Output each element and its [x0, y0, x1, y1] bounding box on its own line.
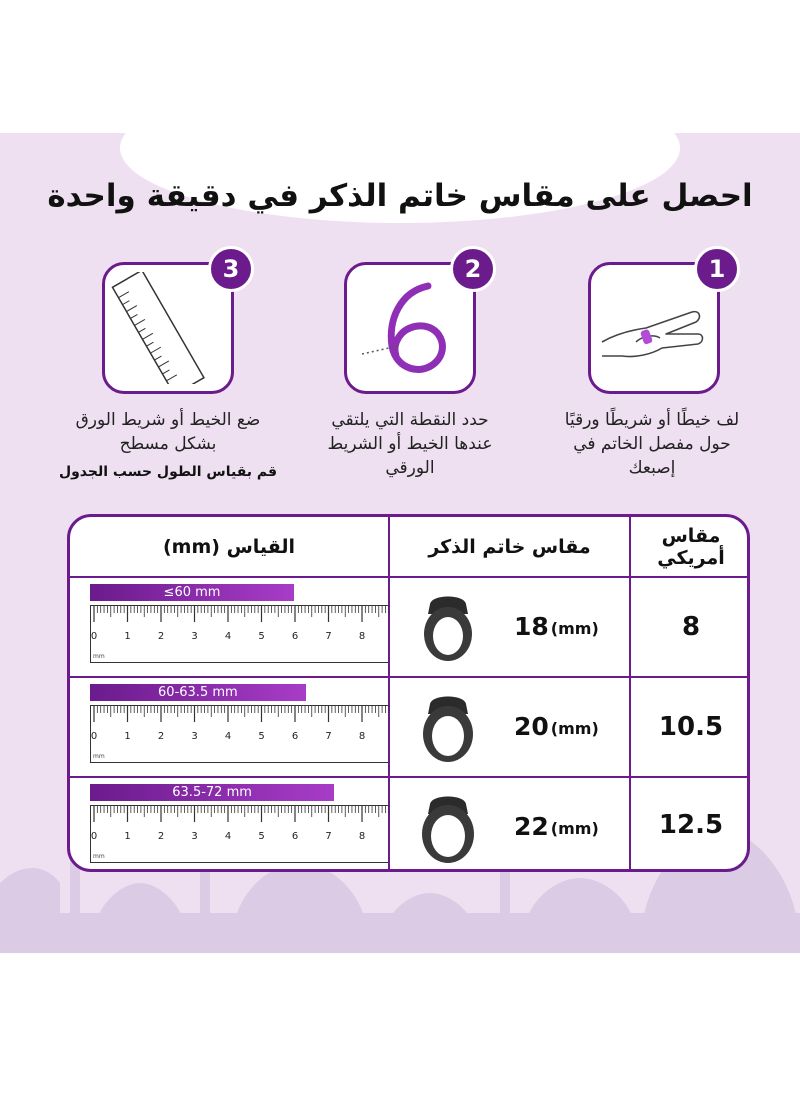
ruler-tick-label: 0: [91, 731, 98, 742]
range-bar: 60-63.5 mm: [90, 684, 306, 701]
header-us-size: مقاس أمريكي: [657, 525, 725, 569]
ruler-unit-label: mm: [93, 653, 105, 660]
ring-cell: [390, 578, 629, 676]
ring-cell: [390, 778, 629, 872]
ring-size-value: 20: [514, 711, 549, 741]
zikr-ring-icon: [418, 588, 478, 664]
step-2-line: عندها الخيط أو الشريط: [327, 434, 493, 454]
ruler-tick-label: 3: [191, 631, 198, 642]
ruler: [90, 705, 388, 763]
ruler-tick-label: 1: [124, 631, 131, 642]
ruler-tick-label: 6: [291, 831, 299, 842]
ring-size-unit: (mm): [550, 718, 599, 738]
ruler-cell: [70, 778, 388, 872]
ruler-tick-label: 7: [325, 631, 332, 642]
ruler-tick-label: 8: [358, 631, 366, 642]
ruler-tick-label: 4: [224, 631, 232, 642]
ruler: [90, 605, 388, 663]
ruler-tick-label: 8: [358, 731, 366, 742]
step-2-line: حدد النقطة التي يلتقي: [331, 410, 489, 430]
us-size-cell: 8: [681, 612, 701, 642]
step-1-line: لف خيطًا أو شريطًا ورقيًا: [564, 410, 740, 430]
ruler-tick-label: 7: [325, 831, 332, 842]
hand-ring-icon: [596, 272, 708, 384]
step-2-line: الورقي: [385, 458, 435, 478]
ruler-tick-label: 4: [224, 831, 232, 842]
ring-size-value: 22: [514, 811, 549, 841]
page-title: احصل على مقاس خاتم الذكر في دقيقة واحدة: [47, 178, 753, 214]
ruler-tick-label: 3: [191, 831, 198, 842]
ruler-tick-label: 5: [258, 831, 265, 842]
ring-size-unit: (mm): [550, 618, 599, 638]
us-size-cell: 10.5: [658, 712, 724, 742]
ruler-unit-label: mm: [93, 753, 105, 760]
ruler-scale: [91, 606, 389, 664]
ruler-tick-label: 2: [157, 731, 165, 742]
ruler-tick-label: 8: [358, 831, 366, 842]
step-3-line: ضع الخيط أو شريط الورق: [75, 410, 261, 430]
step-3-number-badge: 3: [208, 246, 254, 292]
ring-cell: [390, 678, 629, 776]
ruler-tick-label: 5: [258, 731, 265, 742]
range-bar: ≤60 mm: [90, 584, 294, 601]
step-2-text: [300, 408, 520, 480]
step-1-text: [542, 408, 762, 480]
step-3-line: بشكل مسطح: [119, 434, 217, 454]
ruler-icon: [110, 272, 222, 384]
ruler-tick-label: 0: [91, 631, 98, 642]
ruler-tick-label: 2: [157, 631, 165, 642]
ruler-cell: [70, 578, 388, 676]
ruler-scale: [91, 806, 389, 864]
header-ring-size: مقاس خاتم الذكر: [428, 536, 591, 558]
ruler-tick-label: 0: [91, 831, 98, 842]
ring-size-label: [514, 578, 599, 674]
ruler-tick-label: 4: [224, 731, 232, 742]
ruler: [90, 805, 388, 863]
step-1-line: حول مفصل الخاتم في: [573, 434, 731, 454]
range-bar: 63.5-72 mm: [90, 784, 334, 801]
ruler-tick-label: 5: [258, 631, 265, 642]
zikr-ring-icon: [418, 788, 478, 864]
string-loop-icon: [352, 272, 464, 384]
step-2-card: [344, 255, 482, 394]
ruler-tick-label: 6: [291, 731, 299, 742]
step-3-text: [58, 408, 278, 484]
ring-size-label: [514, 778, 599, 872]
ruler-tick-label: 1: [124, 831, 131, 842]
ruler-tick-label: 3: [191, 731, 198, 742]
ruler-tick-label: 1: [124, 731, 131, 742]
ring-size-label: [514, 678, 599, 774]
us-size-cell: 12.5: [658, 810, 724, 840]
header-measurement: القياس (mm): [162, 536, 296, 558]
size-table: [67, 514, 750, 872]
step-1-card: [588, 255, 726, 394]
ruler-tick-label: 7: [325, 731, 332, 742]
ruler-scale: [91, 706, 389, 764]
ruler-unit-label: mm: [93, 853, 105, 860]
ruler-tick-label: 6: [291, 631, 299, 642]
zikr-ring-icon: [418, 688, 478, 764]
ring-size-value: 18: [514, 611, 549, 641]
step-3-note: قم بقياس الطول حسب الجدول: [58, 464, 278, 480]
ring-size-unit: (mm): [550, 818, 599, 838]
step-1-line: إصبعك: [628, 458, 676, 478]
step-2-number-badge: 2: [450, 246, 496, 292]
ruler-cell: [70, 678, 388, 776]
step-1-number-badge: 1: [694, 246, 740, 292]
ruler-tick-label: 2: [157, 831, 165, 842]
step-3-card: [102, 255, 240, 394]
